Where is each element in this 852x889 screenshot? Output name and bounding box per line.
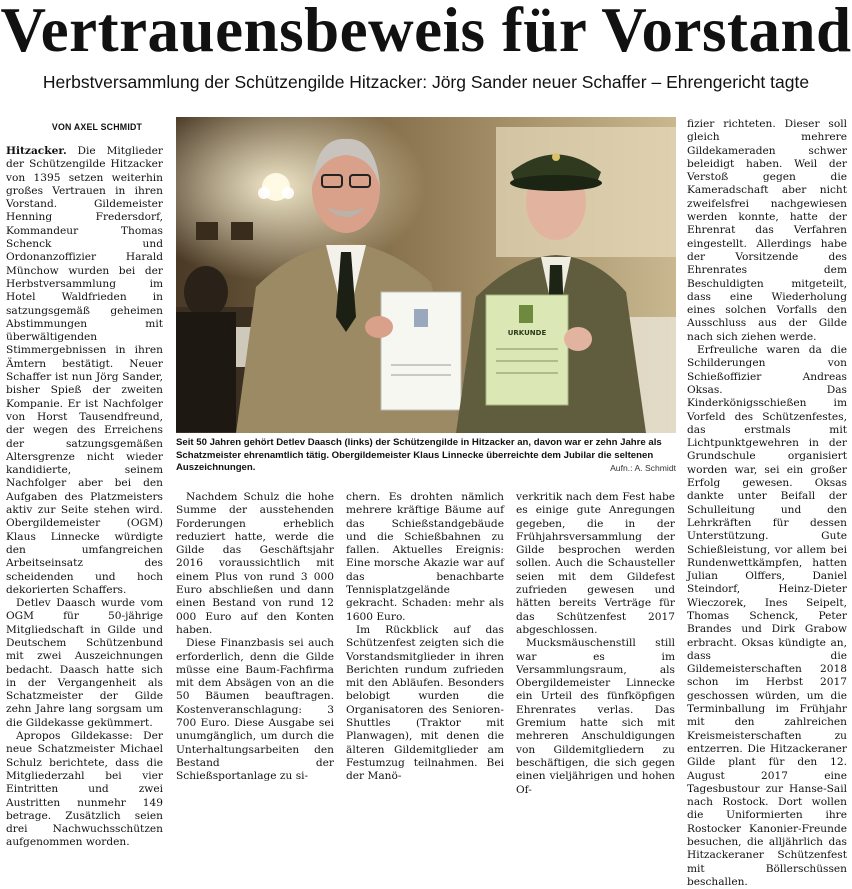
text-column-5: [687, 118, 847, 889]
photo-credit: Aufn.: A. Schmidt: [610, 463, 676, 473]
svg-text:URKUNDE: URKUNDE: [507, 329, 547, 337]
paragraph: fizier richteten. Dieser soll gleich mehrere Gildekameraden schwer beleidigt haben. Weil der Verstoß gegen die Kameradschaft aber nicht zweifelsfrei nachgewiesen werden konnte, hatte der Ehrenrat das Verfahren eingestellt. Allerdings habe der Vorsitzende des Ehrenrates dem Beschuldigten mitgeteilt, dass eine Wiederholung eines solchen Vorfalls den Ausschluss aus der Gilde nach sich ziehen werde.: [687, 118, 847, 343]
paragraph: Apropos Gildekasse: Der neue Schatzmeister Michael Schulz berichtete, dass die Mitgliederzahl bei vier Eintritten und zwei Austritten nunmehr 149 betrage. Zusätzlich seien drei Nachwuchsschützen aufgenommen worden.: [6, 730, 163, 849]
paragraph: Diese Finanzbasis sei auch erforderlich, denn die Gilde müsse eine Baum-Fachfirma mit dem Absägen von an die 50 Bäumen beauftragen. Kostenveranschlagung: 3 700 Euro. Diese Ausgabe sei unumgänglich, um durch die Unterhaltungsarbeiten den Bestand der Schießsportanlage zu si-: [176, 637, 334, 783]
paragraph: Nachdem Schulz die hohe Summe der ausstehenden Forderungen erheblich reduziert hatte, werde die Gilde das Geschäftsjahr 2016 voraussichtlich mit einem Plus von rund 3 000 Euro abschließen und dann einen Bestand von rund 12 000 Euro auf den Konten haben.: [176, 491, 334, 636]
paragraph: Mucksmäuschenstill still war es im Versammlungsraum, als Obergildemeister Linnecke ein Urteil des fünfköpfigen Ehrenrates verlas. Das Gremium hatte sich mit mehreren Anschuldigungen von Gildemitgliedern zu beschäftigen, die sich gegen einen vieljährigen und hohen Of-: [516, 637, 675, 796]
article-photo: [176, 117, 676, 433]
paragraph: chern. Es drohten nämlich mehrere kräftige Bäume auf das Schießstandgebäude und die Schießbahnen zu fallen. Aktuelles Ereignis: Eine morsche Akazie war auf das benachbarte Tennisplatzgelände gekracht. Schaden: mehr als 1600 Euro.: [346, 491, 504, 623]
headline: Vertrauensbeweis für Vorstand: [0, 0, 852, 65]
text-column-3: [346, 491, 504, 784]
dateline: Hitzacker.: [6, 145, 67, 157]
paragraph: Im Rückblick auf das Schützenfest zeigten sich die Vorstandsmitglieder in ihren Berichten rundum zufrieden mit den Abläufen. Besonders belobigt wurden die Organisatoren des Senioren-Shuttles (Traktor mit Planwagen), mit denen die älteren Gildemitglieder am Festumzug teilnahmen. Bei der Manö-: [346, 623, 504, 783]
paragraph: Hitzacker. Die Mitglieder der Schützengilde Hitzacker von 1395 setzen weiterhin großes Vertrauen in ihren Vorstand. Gildemeister Henning Fredersdorf, Kommandeur Thomas Schenck und Ordonanzoffizier Harald Münchow wurden bei der Herbstversammlung im Hotel Waldfrieden in satzungsgemäß geheimen Abstimmungen mit überwältigenden Stimmergebnissen in ihren Ämtern bestätigt. Neuer Schaffer ist nun Jörg Sander, bisher Spieß der zweiten Kompanie. Er ist Nachfolger von Horst Tausendfreund, der wegen des Erreichens der satzungsgemäßen Altersgrenze nicht wieder kandidierte, seinem Nachfolger aber bei den Aufgaben des Platzmeisters aktiv zur Seite stehen wird. Obergildemeister (OGM) Klaus Linnecke würdigte den umfangreichen Arbeitseinsatz des scheidenden und hoch dekorierten Schaffers.: [6, 145, 163, 596]
paragraph: Detlev Daasch wurde vom OGM für 50-jährige Mitgliedschaft in Gilde und Deutschem Schützenbund mit zwei Auszeichnungen bedacht. Daasch hatte sich in der Vergangenheit als Schatzmeister der Gilde zehn Jahre lang sorgsam um die Gildekasse gekümmert.: [6, 597, 163, 729]
text-column-2: [176, 491, 334, 784]
subheadline: Herbstversammlung der Schützengilde Hitzacker: Jörg Sander neuer Schaffer – Ehrengericht tagte: [42, 72, 810, 92]
photo-caption: Seit 50 Jahren gehört Detlev Daasch (links) der Schützengilde in Hitzacker an, davon war er zehn Jahre als Schatzmeister ehrenamtlich tätig. Obergildemeister Klaus Linnecke überreichte dem Jubilar die seltenen Auszeichnungen.: [176, 437, 662, 474]
text-column-4: [516, 491, 675, 797]
paragraph: Erfreuliche waren da die Schilderungen von Schießoffizier Andreas Oksas. Das Kinderkönigsschießen im Vorfeld des Schützenfestes, das erstmals mit Lichtpunktgewehren in der Grundschule organisiert worden war, sei ein großer Erfolg gewesen. Oksas dankte unter Beifall der Schulleitung und den Lehrkräften für dessen Unterstützung. Gute Schießleistung, vor allem bei Rundenwettkämpfen, hatten Julian Olffers, Daniel Steindorf, Heinz-Dieter Wieczorek, Ines Seipelt, Thomas Schenck, Peter Brandes und Dirk Grabow erbracht. Oksas kündigte an, dass die Gildemeisterschaften 2018 schon im Herbst 2017 geschossen würden, um die Terminballung im Frühjahr mit den zahlreichen Kreismeisterschaften zu entzerren. Die Hitzackeraner Gilde plant für den 12. August 2017 eine Tagesbustour zur Hanse-Sail nach Rostock. Dort wollen die Uniformierten ihre Rostocker Kanonier-Freunde besuchen, die alljährlich das Hitzackeraner Schützenfest mit Böllerschüssen beschallen.: [687, 344, 847, 888]
text-column-1: [6, 145, 163, 850]
paragraph: verkritik nach dem Fest habe es einige gute Anregungen gegeben, die in der Frühjahrsversammlung der Gilde besprochen werden sollen. Auch die Schausteller seien mit dem Gildefest zufrieden gewesen und hätten bereits Verträge für das Schützenfest 2017 abgeschlossen.: [516, 491, 675, 636]
byline: VON AXEL SCHMIDT: [51, 122, 143, 132]
